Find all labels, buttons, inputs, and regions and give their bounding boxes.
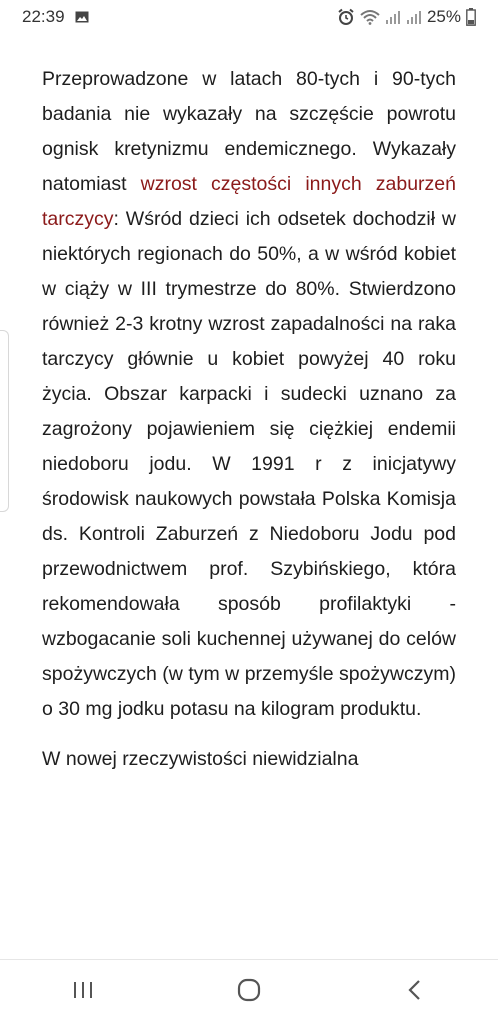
status-right — [337, 7, 476, 27]
wifi-icon — [360, 9, 380, 25]
paragraph-text: W nowej rzeczywistości niewidzialna — [42, 748, 359, 770]
article-body — [42, 62, 456, 777]
paragraph-text: : Wśród dzieci ich odsetek dochodził w niektórych regionach do 50%, a w wśród kobiet w ciąży w III trymestrze do 80%. Stwierdzono również 2-3 krotny wzrost zapadalności na raka tarczycy głównie u kobiet powyżej 40 roku życia. Obszar karpacki i sudecki uznano za zagrożony pojawieniem się ciężkiej endemii niedoboru jodu. W 1991 r z inicjatywy środowisk naukowych powstała Polska Komisja ds. Kontroli Zaburzeń z Niedoboru Jodu pod przewodnictwem prof. Szybińskiego, która rekomendowała sposób profilaktyki - wzbogacanie soli kuchennej używanej do celów spożywczych (w tym w przemyśle spożywczym) o 30 mg jodku potasu na kilogram produktu. — [42, 208, 456, 720]
status-time: 22:39 — [22, 7, 65, 26]
alarm-icon — [337, 8, 355, 26]
back-icon — [407, 979, 423, 1006]
battery-percent: 25% — [426, 7, 461, 26]
signal-icon — [406, 10, 422, 24]
status-left — [22, 7, 89, 27]
home-button[interactable] — [219, 972, 279, 1012]
status-bar — [0, 0, 498, 34]
back-button[interactable] — [385, 972, 445, 1012]
gallery-icon — [75, 11, 89, 23]
recent-apps-button[interactable] — [53, 972, 113, 1012]
article-link[interactable]: wzrost częstości innych zaburzeń tarczycy — [42, 173, 456, 230]
navigation-bar — [0, 959, 498, 1024]
home-icon — [237, 978, 261, 1007]
article-paragraph — [42, 62, 456, 727]
article-paragraph-next — [42, 742, 456, 777]
paragraph-text: Przeprowadzone w latach 80-tych i 90-tych badania nie wykazały na szczęście powrotu ognisk kretynizmu endemicznego. Wykazały natomiast — [42, 68, 456, 195]
battery-icon — [466, 8, 476, 26]
signal-icon — [385, 10, 401, 24]
edge-panel-handle[interactable] — [0, 330, 9, 512]
recent-apps-icon — [72, 980, 94, 1005]
